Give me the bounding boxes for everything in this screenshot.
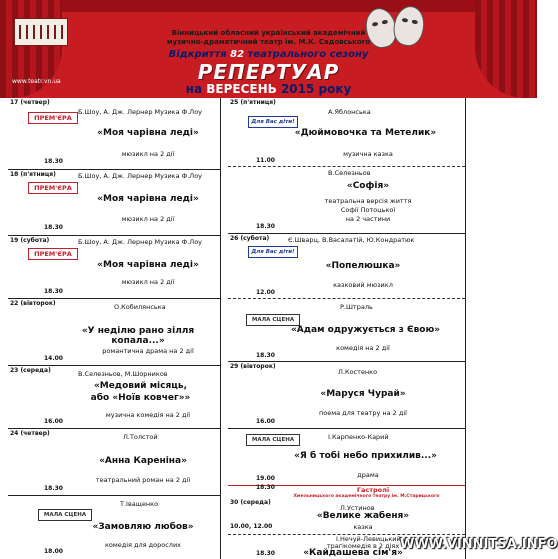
- slot-date: 18 (п'ятниця): [10, 171, 56, 178]
- schedule-slot: [228, 362, 465, 429]
- slot-genre: мюзикл на 2 дії: [121, 278, 175, 286]
- slot-time: 14.00: [44, 355, 63, 362]
- theatre-name-line2: музично-драматичний театр ім. М.К. Садовського: [166, 38, 371, 46]
- repertoire-title: РЕПЕРТУАР: [197, 60, 340, 84]
- premiere-badge: ПРЕМ'ЄРА: [28, 112, 78, 124]
- slot-author: Л.Устинов: [340, 504, 375, 512]
- site-url: www.teatr.vn.ua: [12, 78, 61, 85]
- slot-title: «Кайдашева сім'я»: [303, 548, 403, 558]
- slot-date: 24 (четвер): [10, 430, 50, 437]
- schedule-left-column: [8, 98, 220, 559]
- slot-time: 18.30: [44, 485, 63, 492]
- premiere-badge: ПРЕМ'ЄРА: [28, 248, 78, 260]
- schedule-slot: [228, 98, 465, 167]
- slot-genre: комедія на 2 дії: [336, 344, 390, 352]
- slot-time: 16.00: [44, 418, 63, 425]
- poster-header: [0, 0, 537, 98]
- slot-date: 26 (субота): [230, 235, 270, 242]
- slot-genre: музична казка: [343, 150, 393, 158]
- slot-genre: романтична драма на 2 дії: [102, 347, 194, 355]
- tour-title: Гастролі: [356, 486, 390, 494]
- slot-author: І.Карпенко-Карий: [328, 433, 389, 441]
- slot-time: 16.00: [256, 418, 275, 425]
- schedule-slot: [228, 167, 465, 234]
- slot-author: О.Кобилянська: [114, 303, 166, 311]
- slot-title: «Моя чарівна леді»: [97, 260, 199, 270]
- slot-genre: театральний роман на 2 дії: [95, 476, 191, 484]
- slot-title: «Маруся Чурай»: [320, 389, 406, 399]
- slot-author: Є.Шварц, В.Васалатій, Ю.Кондратюк: [288, 236, 415, 244]
- slot-date: 30 (середа): [230, 499, 271, 506]
- slot-genre: мюзикл на 2 дії: [121, 215, 175, 223]
- schedule-slot: [8, 496, 220, 559]
- slot-genre: музична комедія на 2 дії: [105, 411, 191, 419]
- small-stage-badge: МАЛА СЦЕНА: [246, 314, 300, 326]
- slot-author: В.Селезньов, М.Шорников: [78, 370, 168, 378]
- schedule-slot: [8, 170, 220, 236]
- slot-genre: мюзикл на 2 дії: [121, 150, 175, 158]
- slot-time: 12.00: [256, 289, 275, 296]
- column-divider-right: [465, 98, 466, 559]
- slot-author: Б.Шоу, А. Дж. Лернер Музика Ф.Лоу: [78, 172, 203, 180]
- slot-author: І.Нечуй-Левицький: [336, 535, 401, 543]
- slot-time: 19.00: [256, 475, 275, 482]
- slot-time: 18.30: [256, 223, 275, 230]
- slot-time: 18.30: [256, 550, 275, 557]
- slot-author: Б.Шоу, А. Дж. Лернер Музика Ф.Лоу: [78, 238, 203, 246]
- slot-date: 22 (вівторок): [10, 300, 56, 307]
- watermark: WWW.VINNITSA.INFO: [400, 537, 558, 552]
- slot-genre: трагікомедія в 2 діях: [326, 542, 400, 550]
- slot-title: «У неділю рано зілля копала...»: [81, 326, 195, 346]
- slot-title-line2: або «Ноїв ковчег»»: [90, 393, 191, 403]
- slot-title: «Медовий місяць,: [93, 381, 188, 391]
- slot-author: Т.Іващенко: [120, 500, 159, 508]
- slot-author: В.Селезньов: [328, 169, 371, 177]
- slot-title: «Я б тобі небо прихилив...»: [294, 451, 437, 461]
- slot-time: 18.30: [44, 224, 63, 231]
- slot-genre: драма: [357, 471, 379, 479]
- slot-date: 17 (четвер): [10, 99, 50, 106]
- schedule-slot: [228, 299, 465, 362]
- tour-subtitle: Хмельницького академічного театру ім. М.Старицького: [293, 494, 440, 499]
- slot-genre: комедія для дорослих: [104, 541, 182, 549]
- slot-time: 18.30: [256, 484, 275, 491]
- slot-title: «Анна Кареніна»: [99, 456, 187, 466]
- slot-date: 29 (вівторок): [230, 363, 276, 370]
- slot-genre: поема для театру на 2 дії: [318, 409, 407, 417]
- schedule-slot: [8, 299, 220, 366]
- schedule-slot: [8, 98, 220, 170]
- slot-title: «Велике жабеня»: [316, 511, 410, 521]
- small-stage-badge: МАЛА СЦЕНА: [38, 509, 92, 521]
- slot-date: 23 (середа): [10, 367, 51, 374]
- schedule-slot: [228, 498, 465, 535]
- slot-time: 10.00, 12.00: [230, 523, 273, 530]
- slot-author: Р.Штраль: [340, 303, 373, 311]
- schedule-slot: [228, 429, 465, 486]
- slot-author: Л.Толстой: [123, 433, 158, 441]
- slot-title: «Моя чарівна леді»: [97, 194, 199, 204]
- slot-author: Л.Костенко: [338, 368, 378, 376]
- season-opening: Відкриття 82 театрального сезону: [168, 49, 369, 60]
- for-kids-badge: Для Вас діти!: [248, 246, 298, 258]
- slot-date: 19 (субота): [10, 237, 50, 244]
- premiere-badge: ПРЕМ'ЄРА: [28, 182, 78, 194]
- schedule-slot: [8, 366, 220, 429]
- slot-time: 18.00: [44, 548, 63, 555]
- theatre-name-line1: Вінницький обласний український академічний: [171, 29, 366, 37]
- schedule-right-column: [228, 98, 465, 559]
- curtain-valance: [0, 0, 537, 12]
- slot-time: 18.30: [44, 158, 63, 165]
- slot-genre-line3: на 2 частини: [345, 215, 391, 223]
- slot-genre: театральна версія життя: [324, 197, 412, 205]
- slot-time: 11.00: [256, 157, 275, 164]
- slot-genre: казка: [353, 523, 373, 531]
- slot-title: «Дюймовочка та Метелик»: [294, 128, 437, 138]
- for-kids-badge: Для Вас діти!: [248, 116, 298, 128]
- slot-title: «Замовляю любов»: [92, 522, 194, 532]
- slot-author: А.Яблонська: [328, 108, 371, 116]
- small-stage-badge: МАЛА СЦЕНА: [246, 434, 300, 446]
- schedule-slot: [8, 429, 220, 496]
- slot-title: «Адам одружується з Євою»: [290, 325, 441, 335]
- slot-date: 25 (п'ятниця): [230, 99, 276, 106]
- slot-time: 18.30: [256, 352, 275, 359]
- schedule-slot: [8, 236, 220, 299]
- column-divider-left: [220, 98, 221, 559]
- slot-genre-line2: Софії Потоцької: [340, 206, 396, 214]
- slot-author: Б.Шоу, А. Дж. Лернер Музика Ф.Лоу: [78, 108, 203, 116]
- month-line: на ВЕРЕСЕНЬ 2015 року: [185, 82, 352, 96]
- slot-genre: казковий мюзикл: [333, 281, 393, 289]
- slot-title: «Софія»: [346, 181, 390, 191]
- slot-title: «Попелюшка»: [325, 261, 401, 271]
- slot-title: «Моя чарівна леді»: [97, 128, 199, 138]
- schedule-slot: [228, 234, 465, 299]
- slot-time: 18.30: [44, 288, 63, 295]
